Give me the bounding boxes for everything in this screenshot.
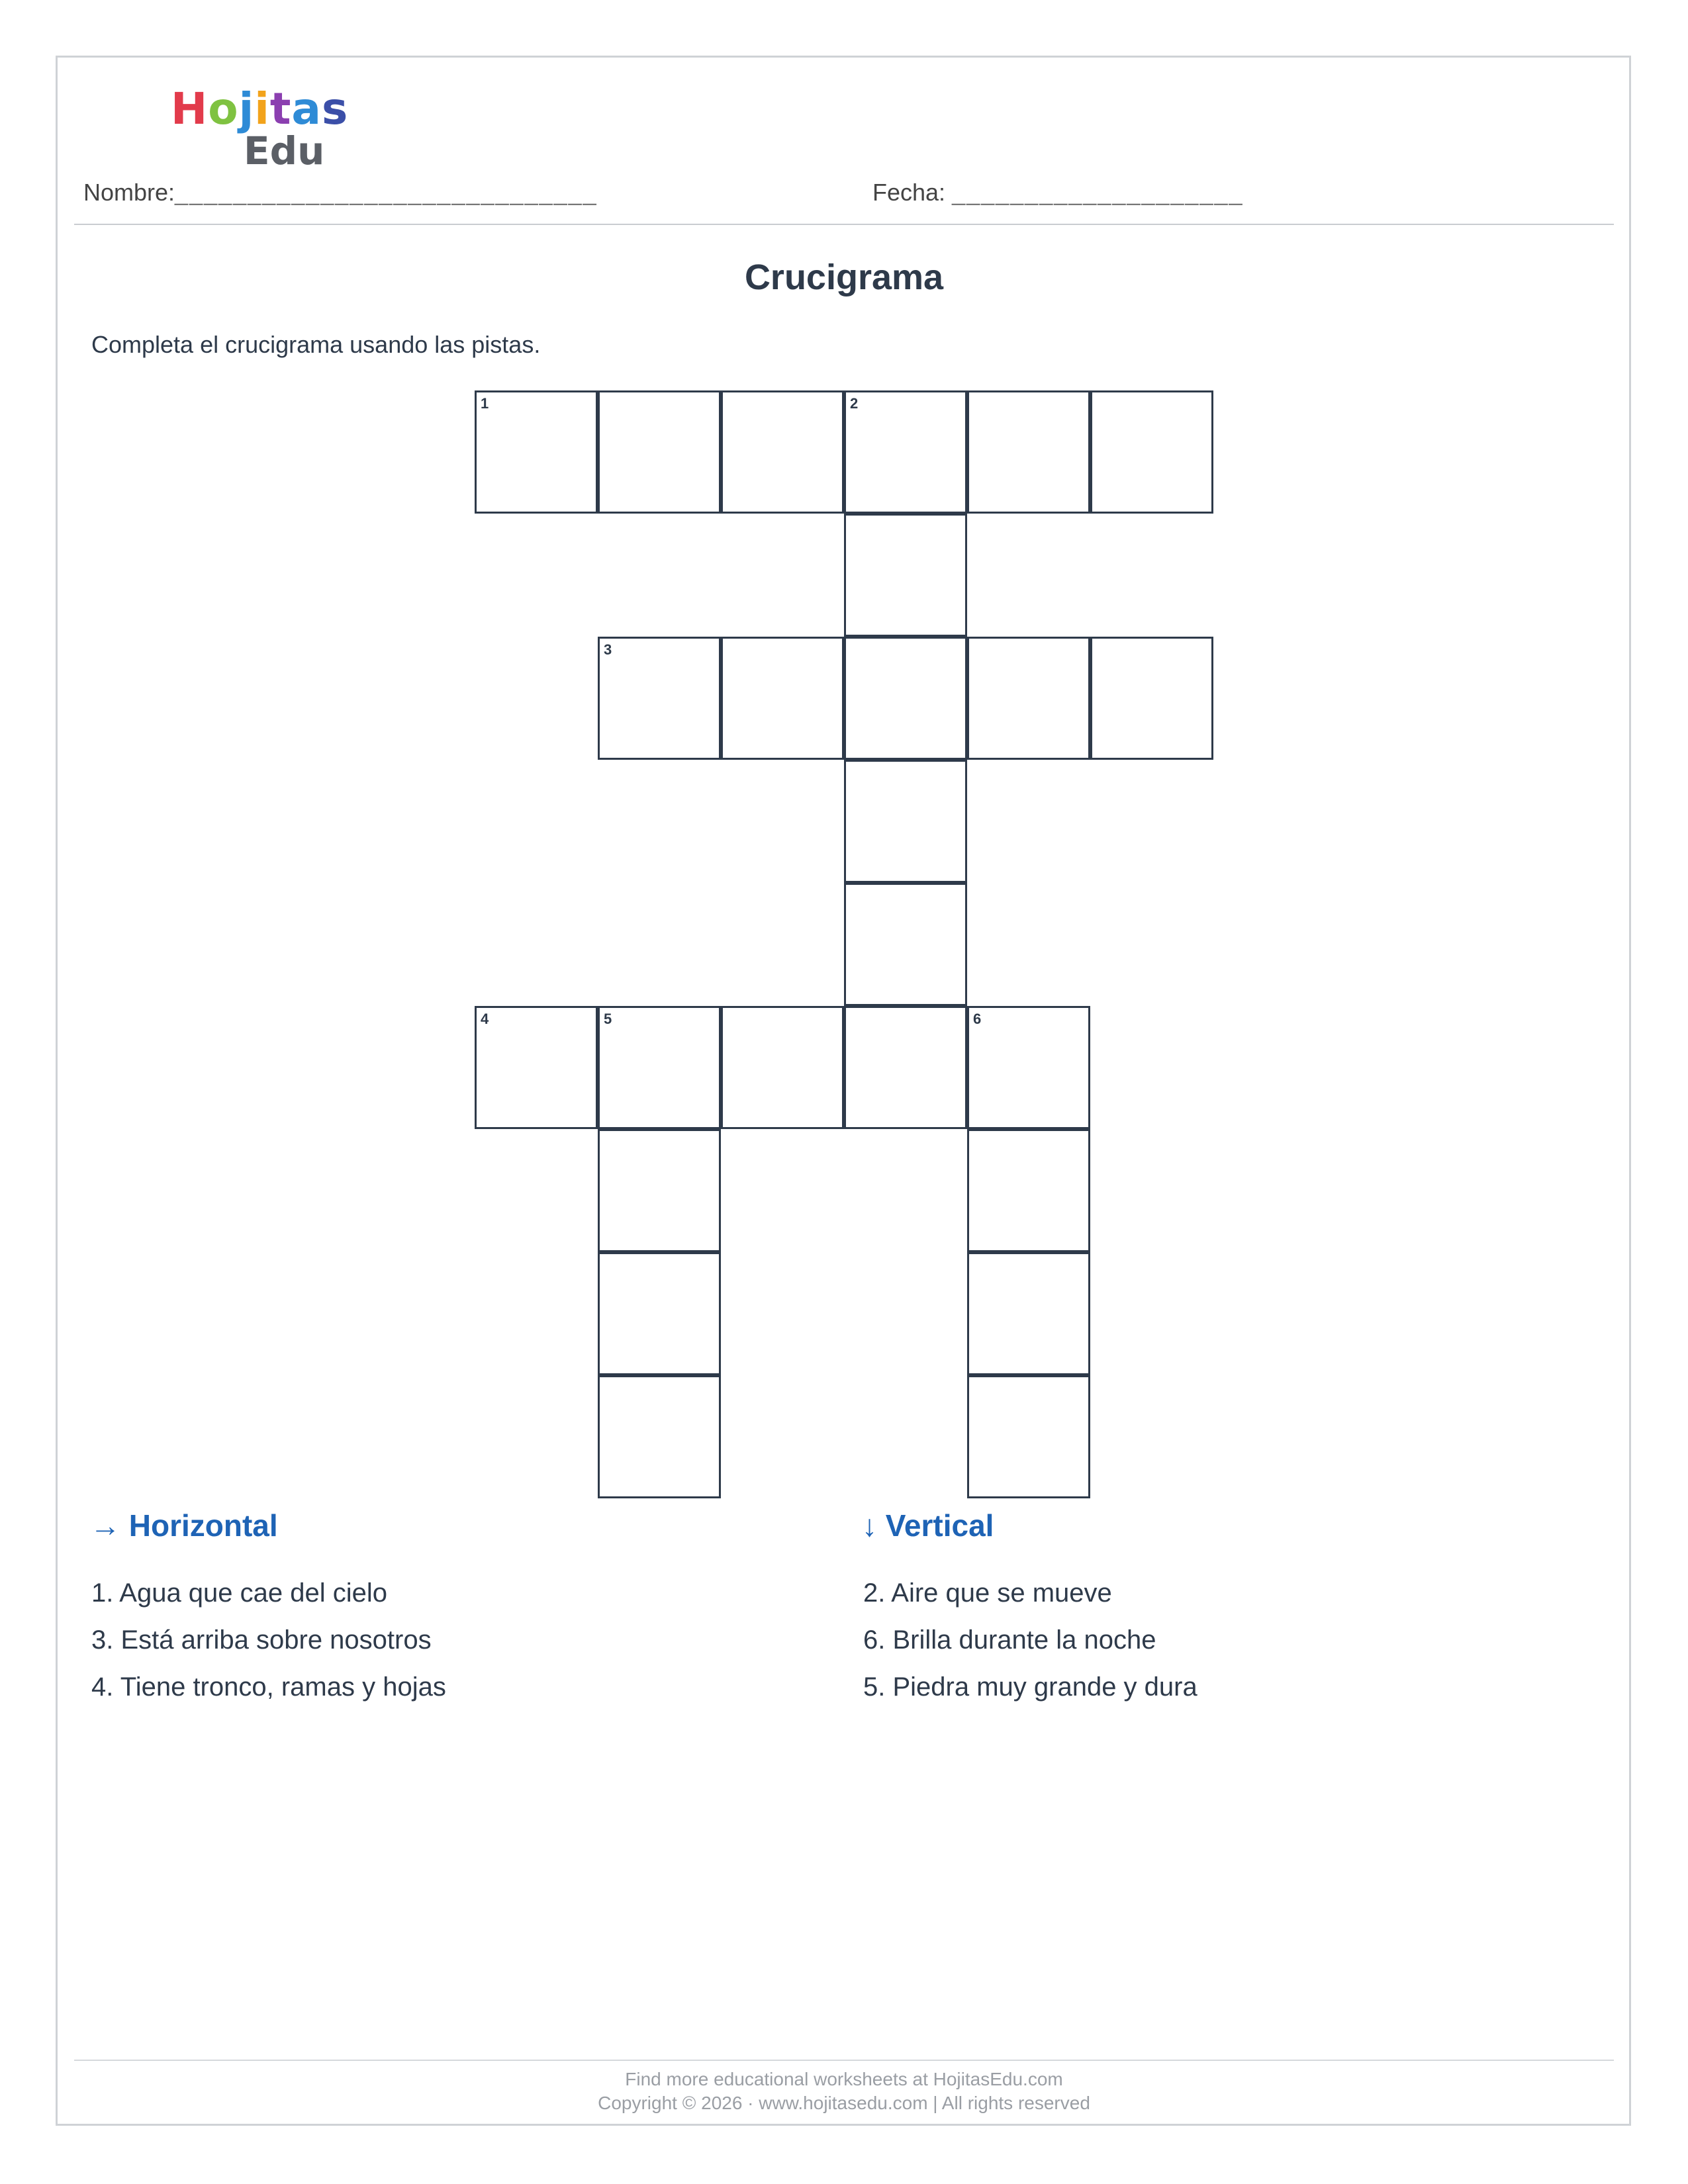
crossword-cell[interactable]: [598, 1375, 721, 1498]
crossword-cell[interactable]: [967, 637, 1090, 760]
crossword-cell[interactable]: [967, 390, 1090, 514]
crossword-cell[interactable]: [598, 390, 721, 514]
header-divider: [74, 224, 1614, 225]
vertical-clue: 2. Aire que se mueve: [863, 1578, 1112, 1608]
logo-letter: a: [291, 83, 322, 134]
crossword-cell[interactable]: [721, 390, 844, 514]
crossword-cell[interactable]: [844, 514, 967, 637]
crossword-cell[interactable]: [967, 1252, 1090, 1375]
vertical-clue: 6. Brilla durante la noche: [863, 1625, 1156, 1655]
clue-number: 6: [973, 1011, 982, 1027]
horizontal-clue: 4. Tiene tronco, ramas y hojas: [91, 1672, 446, 1702]
crossword-cell[interactable]: [967, 1006, 1090, 1129]
crossword-cell[interactable]: [844, 883, 967, 1006]
logo-letter: o: [208, 83, 239, 134]
crossword-cell[interactable]: [844, 637, 967, 760]
logo-letter: j: [238, 83, 255, 134]
crossword-cell[interactable]: [844, 390, 967, 514]
vertical-clue: 5. Piedra muy grande y dura: [863, 1672, 1197, 1702]
logo-wordmark: [171, 83, 349, 134]
footer-divider: [74, 2060, 1614, 2061]
logo-letter: t: [269, 83, 292, 134]
crossword-cell[interactable]: [721, 1006, 844, 1129]
crossword-cell[interactable]: [967, 1129, 1090, 1252]
crossword-cell[interactable]: [475, 390, 598, 514]
logo-letter: i: [254, 83, 270, 134]
vertical-clues-heading: ↓ Vertical: [862, 1508, 994, 1543]
name-label: Nombre:: [83, 179, 175, 206]
clue-number: 4: [481, 1011, 489, 1027]
date-field[interactable]: [872, 179, 1244, 206]
crossword-cell[interactable]: [475, 1006, 598, 1129]
crossword-cell[interactable]: [844, 760, 967, 883]
logo-letter: s: [321, 83, 349, 134]
clue-number: 3: [604, 641, 612, 658]
instructions-text: Completa el crucigrama usando las pistas.: [91, 331, 541, 358]
page-title: Crucigrama: [744, 257, 944, 297]
horizontal-clue: 1. Agua que cae del cielo: [91, 1578, 388, 1608]
footer-promo-text: Find more educational worksheets at HojitasEdu.com: [625, 2069, 1063, 2089]
horizontal-clue: 3. Está arriba sobre nosotros: [91, 1625, 432, 1655]
date-label: Fecha:: [872, 179, 946, 206]
logo-letter: H: [171, 83, 209, 134]
crossword-cell[interactable]: [967, 1375, 1090, 1498]
crossword-cell[interactable]: [1090, 637, 1213, 760]
horizontal-clues-heading: → Horizontal: [90, 1508, 278, 1543]
clue-number: 5: [604, 1011, 612, 1027]
crossword-cell[interactable]: [844, 1006, 967, 1129]
footer-copyright: Copyright © 2026 · www.hojitasedu.com | All rights reserved: [598, 2093, 1090, 2113]
crossword-cell[interactable]: [1090, 390, 1213, 514]
date-blank-line: ____________________: [952, 179, 1244, 206]
name-blank-line: _____________________________: [175, 179, 598, 206]
logo-edu-text: Edu: [244, 128, 325, 173]
clue-number: 1: [481, 395, 489, 412]
crossword-cell[interactable]: [721, 637, 844, 760]
clue-number: 2: [850, 395, 859, 412]
crossword-cell[interactable]: [598, 1252, 721, 1375]
crossword-cell[interactable]: [598, 1006, 721, 1129]
crossword-cell[interactable]: [598, 637, 721, 760]
hojitas-edu-logo: [171, 83, 349, 173]
name-field[interactable]: [83, 179, 598, 206]
crossword-cell[interactable]: [598, 1129, 721, 1252]
